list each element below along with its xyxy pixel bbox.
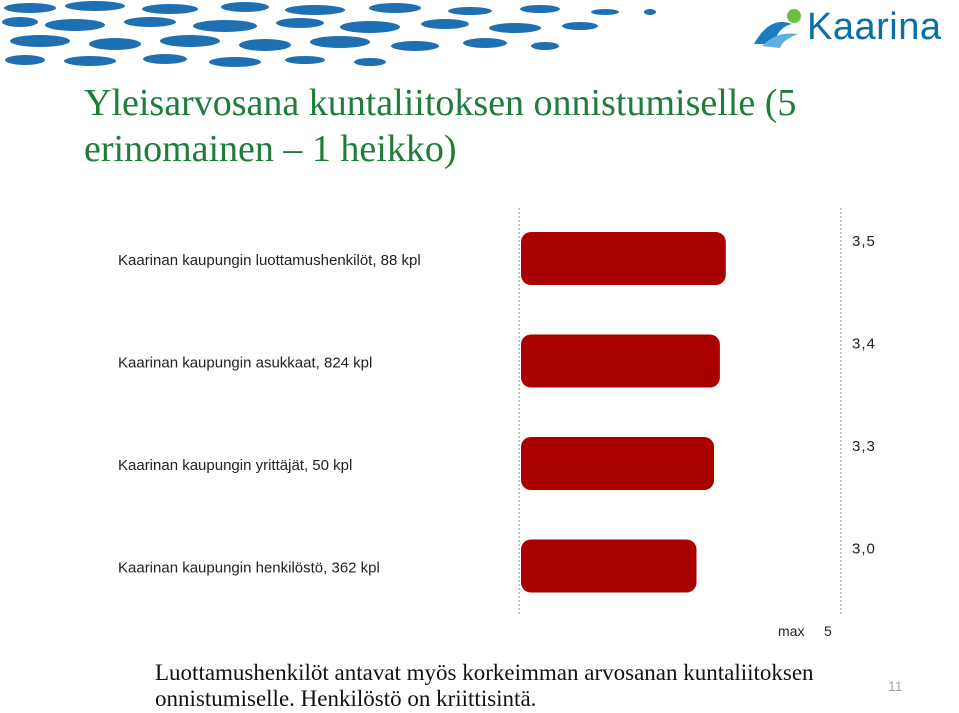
bar-4	[521, 540, 697, 593]
page-title: Yleisarvosana kuntaliitoksen onnistumiselle (5 erinomainen – 1 heikko)	[84, 82, 797, 170]
value-label-4: 3,0	[852, 540, 876, 558]
category-label-3: Kaarinan kaupungin yrittäjät, 50 kpl	[118, 457, 353, 474]
value-label-1: 3,5	[852, 233, 876, 250]
bar-3	[521, 437, 714, 490]
footer-text: Luottamushenkilöt antavat myös korkeimman arvosanan kuntaliitoksen onnistumiselle. Henkilöstö on kriittisintä.	[155, 660, 814, 711]
axis-max-label: max	[778, 623, 805, 639]
page-number: 11	[888, 678, 903, 694]
category-label-4: Kaarinan kaupungin henkilöstö, 362 kpl	[118, 559, 380, 577]
value-label-2: 3,4	[852, 335, 876, 353]
category-label-2: Kaarinan kaupungin asukkaat, 824 kpl	[118, 354, 373, 372]
bar-1	[521, 232, 726, 285]
category-label-1: Kaarinan kaupungin luottamushenkilöt, 88 kpl	[118, 252, 421, 269]
value-label-3: 3,3	[852, 438, 876, 455]
axis-max-value: 5	[824, 623, 832, 639]
bar-2	[521, 335, 720, 388]
logo-text: Kaarina	[807, 6, 942, 48]
